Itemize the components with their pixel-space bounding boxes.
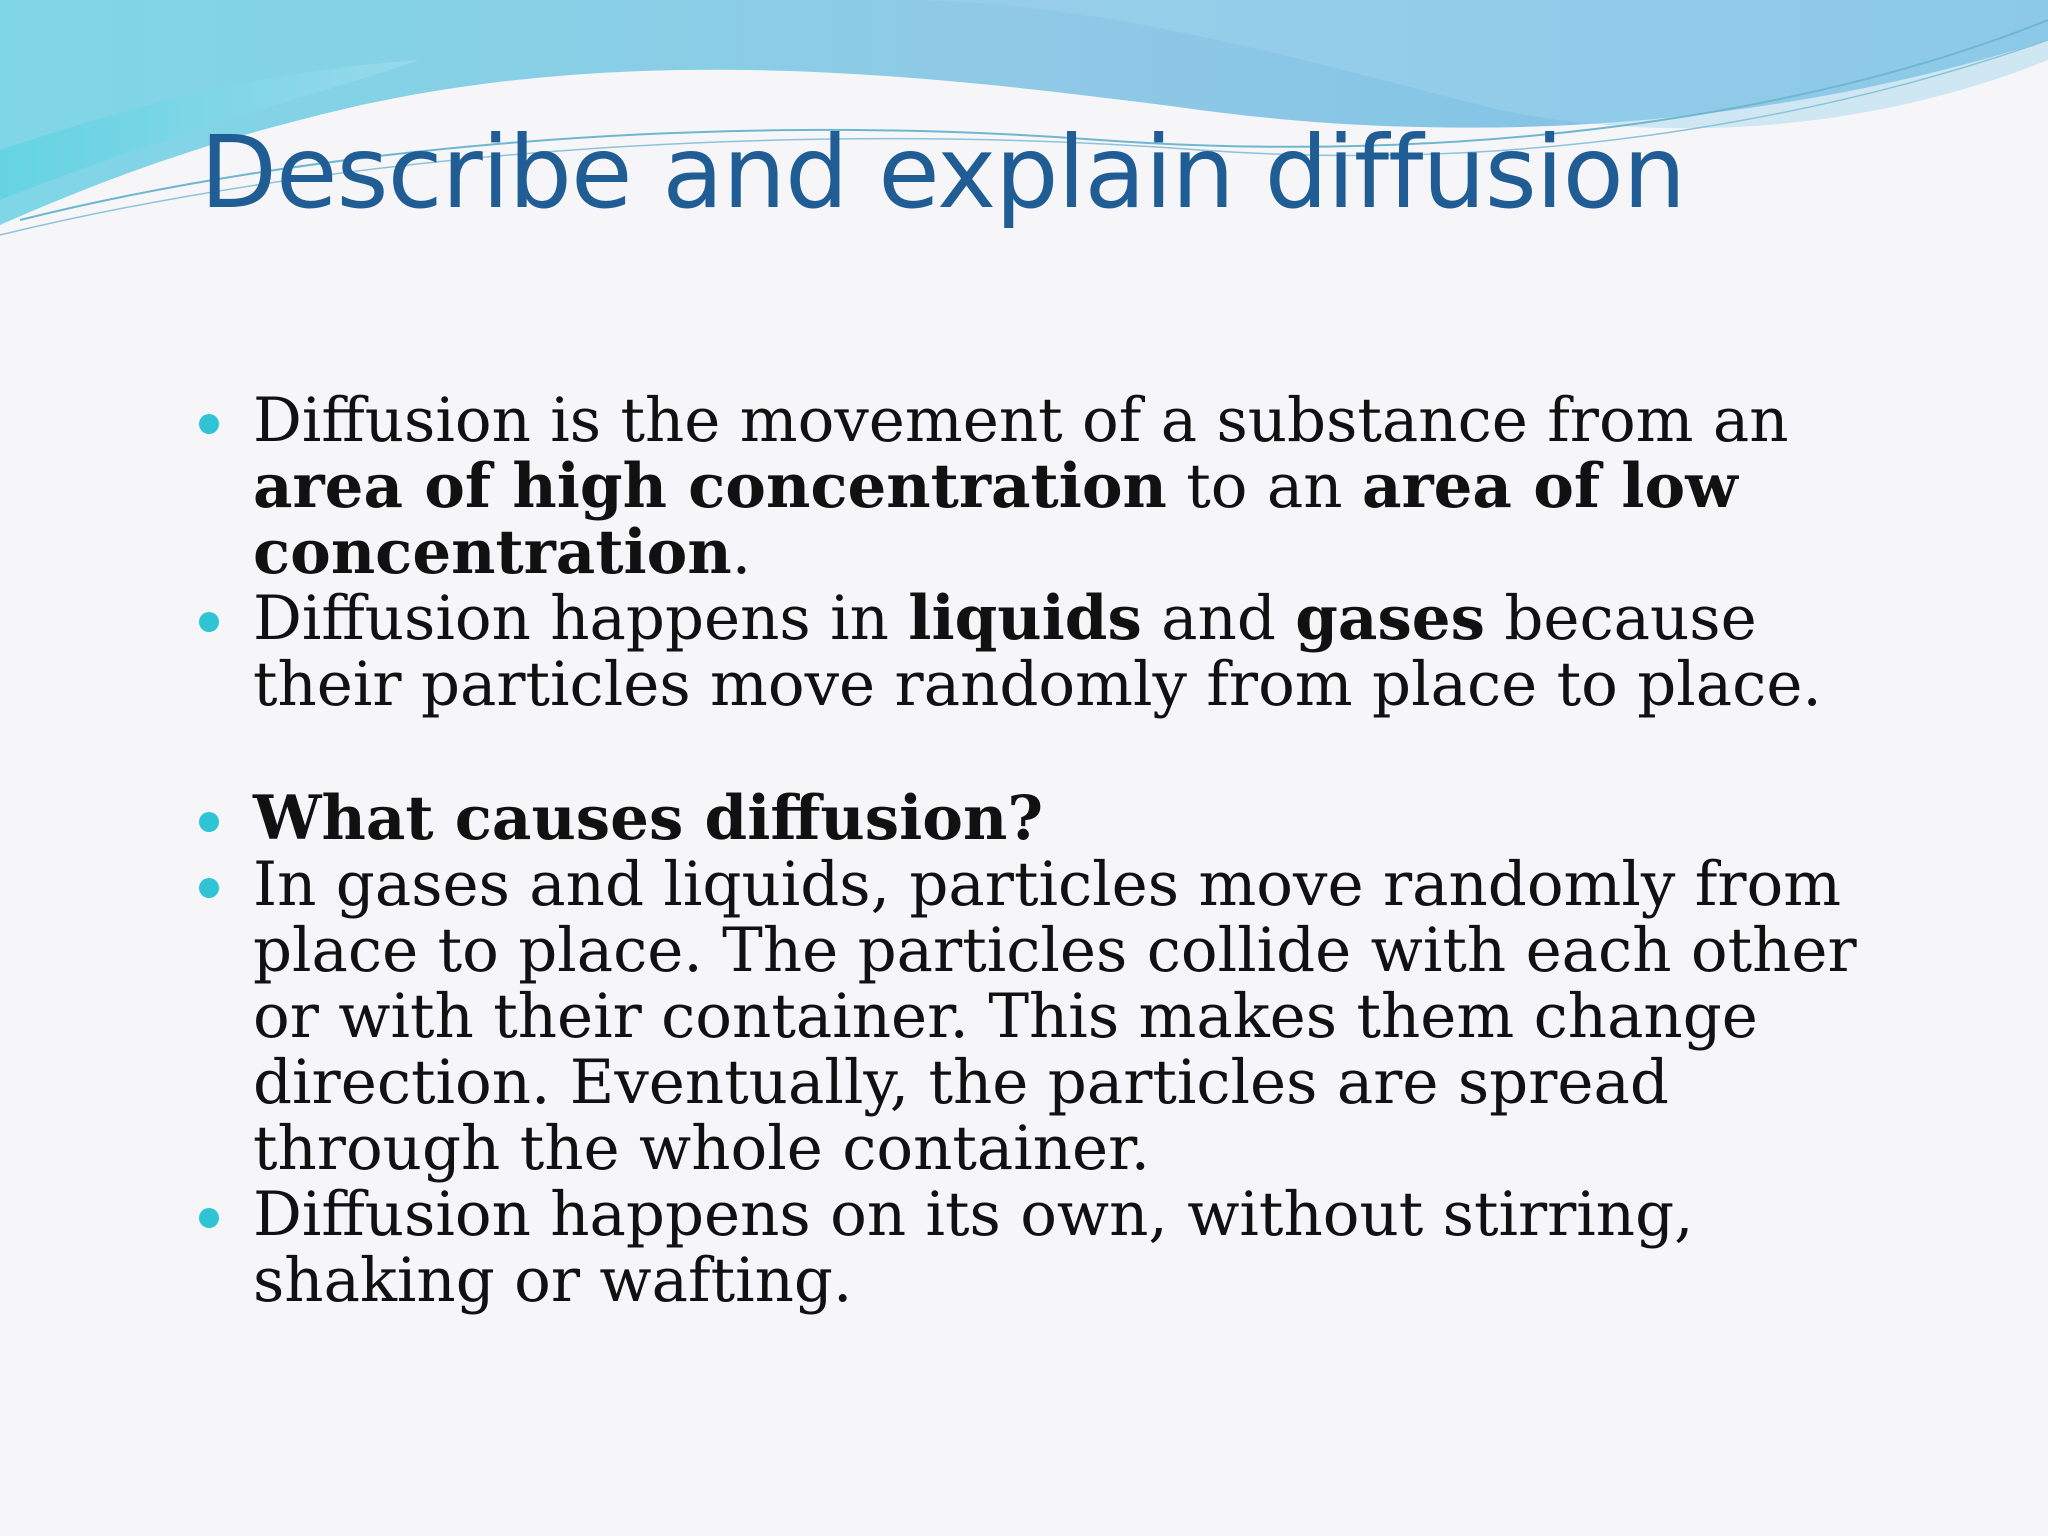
- bullet-item: [195, 583, 1895, 720]
- bullet-dot-icon: [199, 1208, 219, 1228]
- bullet-text: Diffusion happens in: [253, 583, 909, 654]
- bullet-item: [195, 783, 1895, 854]
- bullet-text-bold: area of low concentration: [253, 451, 1738, 588]
- bullet-item: [195, 385, 1895, 588]
- bullet-text: and: [1141, 583, 1296, 654]
- slide-title: Describe and explain diffusion: [200, 114, 1686, 231]
- bullet-text-bold: What causes diffusion?: [253, 783, 1044, 854]
- bullet-text: In gases and liquids, particles move randomly from place to place. The particles collide with each other or with their container. This makes them change direction. Eventually, the particles are spread through the whole container.: [253, 849, 1857, 1184]
- bullet-dot-icon: [199, 878, 219, 898]
- bullet-text: Diffusion happens on its own, without stirring, shaking or wafting.: [253, 1179, 1694, 1316]
- bullet-text: because their particles move randomly from place to place.: [253, 583, 1822, 720]
- bullet-text-bold: area of high concentration: [253, 451, 1167, 522]
- bullet-text-bold: gases: [1295, 583, 1485, 654]
- bullet-item: [195, 849, 1895, 1184]
- bullet-list: [195, 385, 1895, 1316]
- bullet-text: Diffusion is the movement of a substance from an: [253, 385, 1789, 456]
- bullet-item: [195, 1179, 1895, 1316]
- bullet-text: to an: [1166, 451, 1362, 522]
- bullet-dot-icon: [199, 612, 219, 632]
- bullet-dot-icon: [199, 414, 219, 434]
- bullet-text-bold: liquids: [908, 583, 1142, 654]
- bullet-text: .: [731, 517, 752, 588]
- bullet-dot-icon: [199, 812, 219, 832]
